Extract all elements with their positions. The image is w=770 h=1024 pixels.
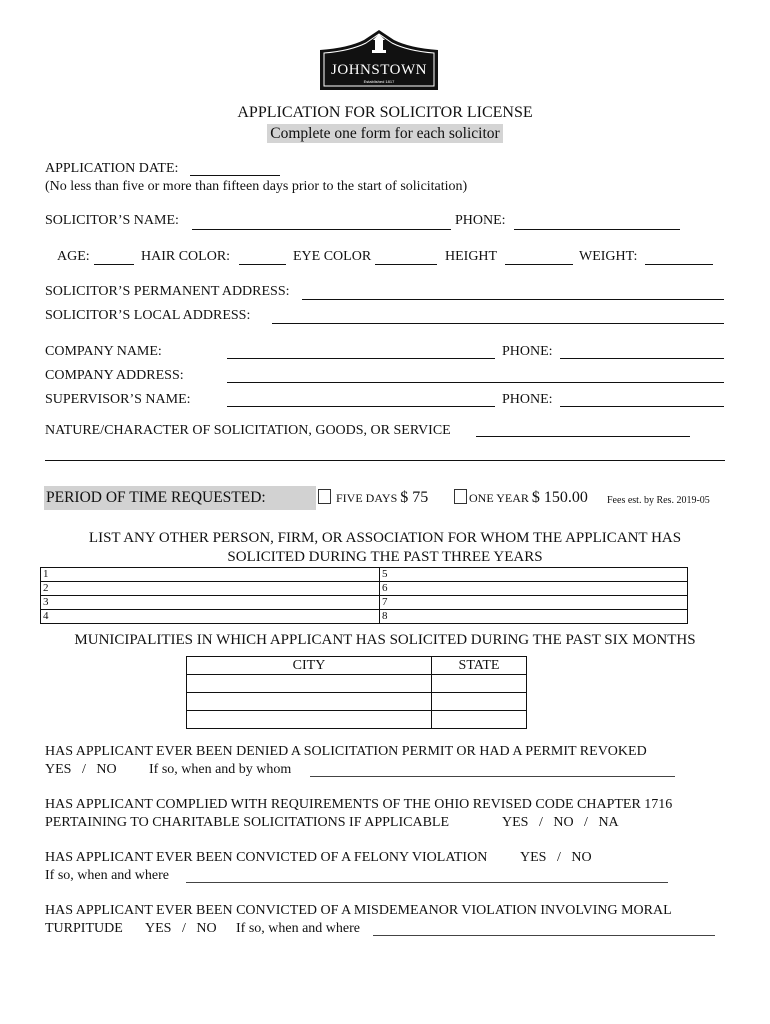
table-row bbox=[187, 711, 527, 729]
q2-text-line1: HAS APPLICANT COMPLIED WITH REQUIREMENTS OF THE OHIO REVISED CODE CHAPTER 1716 bbox=[45, 797, 673, 812]
q3-text: HAS APPLICANT EVER BEEN CONVICTED OF A FELONY VIOLATION bbox=[45, 850, 488, 865]
eye-color-label: EYE COLOR bbox=[293, 249, 372, 264]
form-title: APPLICATION FOR SOLICITOR LICENSE bbox=[237, 104, 533, 121]
supervisor-name-label: SUPERVISOR’S NAME: bbox=[45, 392, 191, 407]
one-year-checkbox[interactable] bbox=[454, 489, 467, 504]
form-subtitle: Complete one form for each solicitor bbox=[267, 124, 502, 143]
supervisor-phone-label: PHONE: bbox=[502, 392, 553, 407]
five-days-checkbox[interactable] bbox=[318, 489, 331, 504]
logo-subtext: Established 1817 bbox=[363, 79, 395, 84]
five-days-label: FIVE DAYS bbox=[336, 491, 398, 505]
company-name-label: COMPANY NAME: bbox=[45, 344, 162, 359]
permanent-address-label: SOLICITOR’S PERMANENT ADDRESS: bbox=[45, 284, 290, 299]
table-row bbox=[41, 596, 688, 610]
q1-followup-label: If so, when and by whom bbox=[149, 762, 292, 777]
nature-field[interactable] bbox=[476, 436, 690, 437]
state-cell[interactable] bbox=[432, 675, 527, 693]
table-cell[interactable]: 5 bbox=[380, 568, 688, 582]
q2-text-line2: PERTAINING TO CHARITABLE SOLICITATIONS IF APPLICABLE bbox=[45, 815, 450, 830]
company-phone-field[interactable] bbox=[560, 358, 724, 359]
weight-label: WEIGHT: bbox=[579, 249, 638, 264]
table-cell[interactable]: 7 bbox=[380, 596, 688, 610]
table-row bbox=[41, 610, 688, 624]
application-date-field[interactable] bbox=[190, 175, 280, 176]
one-year-option[interactable] bbox=[454, 489, 588, 507]
logo-text: JOHNSTOWN bbox=[331, 62, 427, 78]
table-cell[interactable]: 4 bbox=[41, 610, 380, 624]
q1-text: HAS APPLICANT EVER BEEN DENIED A SOLICITATION PERMIT OR HAD A PERMIT REVOKED bbox=[45, 744, 647, 759]
nature-label: NATURE/CHARACTER OF SOLICITATION, GOODS, OR SERVICE bbox=[45, 423, 451, 438]
q4-text-line1: HAS APPLICANT EVER BEEN CONVICTED OF A MISDEMEANOR VIOLATION INVOLVING MORAL bbox=[45, 903, 672, 918]
one-year-price: $ 150.00 bbox=[531, 489, 588, 506]
table-row bbox=[187, 675, 527, 693]
solicitor-name-label: SOLICITOR’S NAME: bbox=[45, 213, 179, 228]
company-name-field[interactable] bbox=[227, 358, 495, 359]
q4-followup-field[interactable] bbox=[373, 935, 715, 936]
q1-yes-no[interactable]: YES / NO bbox=[45, 762, 117, 777]
city-cell[interactable] bbox=[187, 675, 432, 693]
list-heading-line1: LIST ANY OTHER PERSON, FIRM, OR ASSOCIATION FOR WHOM THE APPLICANT HAS bbox=[88, 530, 682, 546]
table-cell[interactable]: 3 bbox=[41, 596, 380, 610]
application-date-note: (No less than five or more than fifteen days prior to the start of solicitation) bbox=[45, 179, 468, 194]
period-label: PERIOD OF TIME REQUESTED: bbox=[46, 489, 266, 506]
table-cell[interactable]: 1 bbox=[41, 568, 380, 582]
municipalities-table bbox=[186, 656, 527, 729]
company-address-field[interactable] bbox=[227, 382, 724, 383]
one-year-label: ONE YEAR bbox=[469, 491, 529, 505]
solicitor-phone-field[interactable] bbox=[514, 229, 680, 230]
q3-options[interactable]: YES / NO bbox=[520, 850, 592, 865]
state-header: STATE bbox=[432, 657, 527, 675]
q2-options[interactable]: YES / NO / NA bbox=[502, 815, 619, 830]
state-cell[interactable] bbox=[432, 693, 527, 711]
supervisor-phone-field[interactable] bbox=[560, 406, 724, 407]
local-address-label: SOLICITOR’S LOCAL ADDRESS: bbox=[45, 308, 251, 323]
city-cell[interactable] bbox=[187, 693, 432, 711]
q4-text-line2: TURPITUDE bbox=[45, 921, 123, 936]
company-phone-label: PHONE: bbox=[502, 344, 553, 359]
age-label: AGE: bbox=[57, 249, 90, 264]
q4-followup-label: If so, when and where bbox=[236, 921, 361, 936]
q3-followup-label: If so, when and where bbox=[45, 868, 170, 883]
q3-followup-field[interactable] bbox=[186, 882, 668, 883]
table-row bbox=[41, 568, 688, 582]
height-label: HEIGHT bbox=[445, 249, 498, 264]
other-persons-table bbox=[40, 567, 688, 624]
eye-color-field[interactable] bbox=[375, 264, 437, 265]
list-heading-line2: SOLICITED DURING THE PAST THREE YEARS bbox=[227, 549, 543, 565]
city-header: CITY bbox=[187, 657, 432, 675]
table-row bbox=[187, 693, 527, 711]
fees-note: Fees est. by Res. 2019-05 bbox=[607, 495, 710, 506]
city-cell[interactable] bbox=[187, 711, 432, 729]
table-row bbox=[41, 582, 688, 596]
municipalities-heading: MUNICIPALITIES IN WHICH APPLICANT HAS SOLICITED DURING THE PAST SIX MONTHS bbox=[74, 632, 696, 648]
five-days-option[interactable] bbox=[318, 489, 428, 507]
q1-followup-field[interactable] bbox=[310, 776, 675, 777]
table-cell[interactable]: 2 bbox=[41, 582, 380, 596]
state-cell[interactable] bbox=[432, 711, 527, 729]
company-address-label: COMPANY ADDRESS: bbox=[45, 368, 184, 383]
application-date-label: APPLICATION DATE: bbox=[45, 161, 179, 176]
weight-field[interactable] bbox=[645, 264, 713, 265]
table-cell[interactable]: 6 bbox=[380, 582, 688, 596]
solicitor-name-field[interactable] bbox=[192, 229, 451, 230]
nature-field-continued[interactable] bbox=[45, 460, 725, 461]
local-address-field[interactable] bbox=[272, 323, 724, 324]
table-header-row bbox=[187, 657, 527, 675]
age-field[interactable] bbox=[94, 264, 134, 265]
five-days-price: $ 75 bbox=[400, 489, 429, 506]
hair-color-field[interactable] bbox=[239, 264, 286, 265]
permanent-address-field[interactable] bbox=[302, 299, 724, 300]
solicitor-phone-label: PHONE: bbox=[455, 213, 506, 228]
height-field[interactable] bbox=[505, 264, 573, 265]
q4-options[interactable]: YES / NO bbox=[145, 921, 217, 936]
hair-color-label: HAIR COLOR: bbox=[141, 249, 231, 264]
table-cell[interactable]: 8 bbox=[380, 610, 688, 624]
supervisor-name-field[interactable] bbox=[227, 406, 495, 407]
johnstown-logo bbox=[318, 28, 440, 91]
